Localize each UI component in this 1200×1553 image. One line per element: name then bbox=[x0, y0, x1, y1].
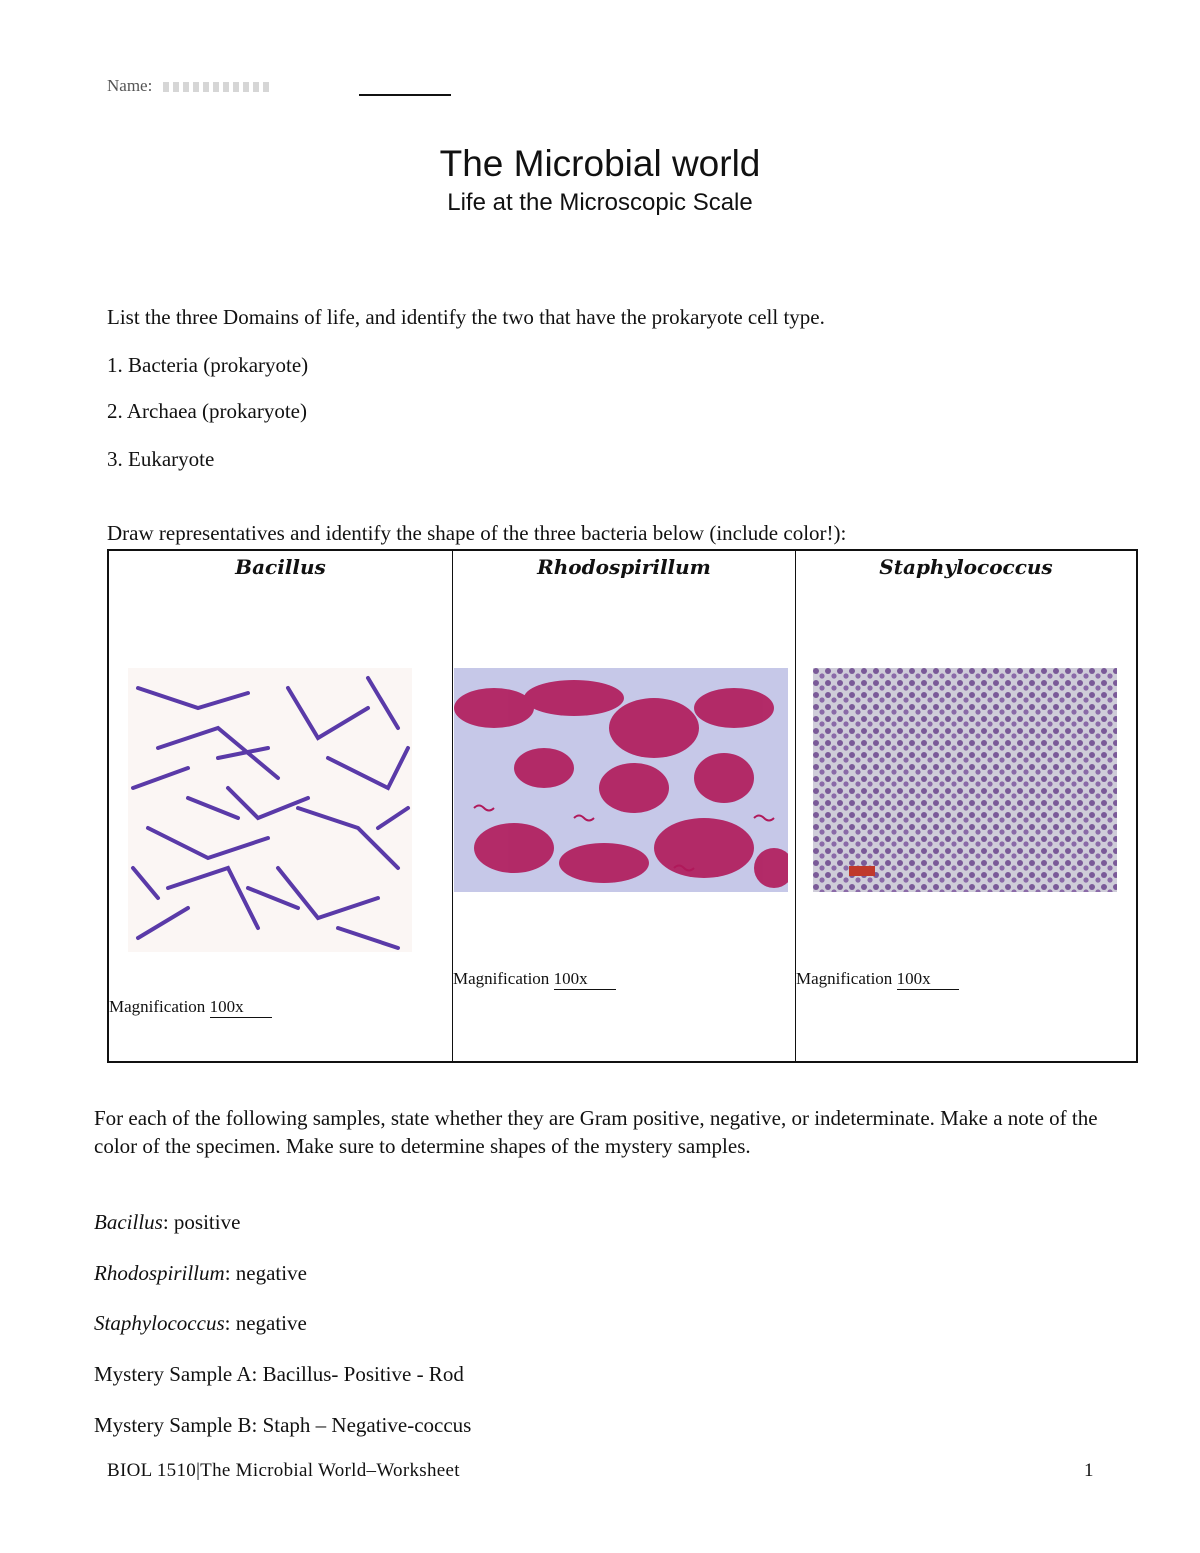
page-title: The Microbial world bbox=[439, 143, 761, 184]
bacillus-cell bbox=[109, 551, 452, 1061]
result-staphylococcus-value: : negative bbox=[224, 1311, 307, 1335]
staphylococcus-magnification bbox=[796, 969, 959, 990]
name-underline bbox=[359, 94, 451, 96]
footer-course: BIOL 1510|The Microbial World–Worksheet bbox=[107, 1460, 460, 1481]
page-number: 1 bbox=[1084, 1460, 1094, 1481]
rhodospirillum-mag-label: Magnification bbox=[453, 969, 550, 988]
domain-item-2: 2. Archaea (prokaryote) bbox=[107, 399, 307, 423]
page-subtitle: Life at the Microscopic Scale bbox=[447, 189, 753, 216]
mystery-sample-b: Mystery Sample B: Staph – Negative-coccus bbox=[94, 1413, 472, 1437]
rhodospirillum-mag-value: 100x bbox=[554, 969, 616, 990]
staphylococcus-mag-label: Magnification bbox=[796, 969, 893, 988]
result-staphylococcus bbox=[94, 1311, 307, 1336]
rhodospirillum-heading: Rhodospirillum bbox=[537, 555, 711, 579]
result-bacillus bbox=[94, 1210, 240, 1235]
bacillus-micrograph bbox=[128, 668, 412, 952]
result-rhodospirillum-name: Rhodospirillum bbox=[94, 1261, 225, 1285]
domain-item-3: 3. Eukaryote bbox=[107, 447, 215, 471]
domain-item-1: 1. Bacteria (prokaryote) bbox=[107, 353, 309, 377]
name-label: Name: bbox=[107, 76, 153, 95]
bacillus-mag-label: Magnification bbox=[109, 997, 206, 1016]
result-bacillus-name: Bacillus bbox=[94, 1210, 163, 1234]
draw-prompt: Draw representatives and identify the shape of the three bacteria below (include color!): bbox=[107, 521, 847, 545]
result-bacillus-value: : positive bbox=[162, 1210, 241, 1234]
result-rhodospirillum-value: : negative bbox=[224, 1261, 307, 1285]
rhodospirillum-micrograph bbox=[454, 668, 788, 892]
redacted-name bbox=[163, 82, 273, 92]
rhodospirillum-magnification bbox=[453, 969, 616, 990]
name-field bbox=[107, 76, 273, 96]
bacteria-table bbox=[107, 549, 1138, 1063]
staphylococcus-cell bbox=[795, 551, 1136, 1061]
staphylococcus-micrograph bbox=[813, 668, 1117, 892]
gram-intro: For each of the following samples, state whether they are Gram positive, negative, or indeterminate. Make a note of the color of the specimen. Make sure to determine shapes of the mystery samples. bbox=[94, 1106, 1098, 1158]
bacillus-mag-value: 100x bbox=[210, 997, 272, 1018]
staphylococcus-mag-value: 100x bbox=[897, 969, 959, 990]
result-rhodospirillum bbox=[94, 1261, 307, 1286]
bacillus-heading: Bacillus bbox=[235, 555, 326, 579]
result-staphylococcus-name: Staphylococcus bbox=[94, 1311, 225, 1335]
staphylococcus-heading: Staphylococcus bbox=[879, 555, 1053, 579]
mystery-sample-a: Mystery Sample A: Bacillus- Positive - Rod bbox=[94, 1362, 464, 1386]
bacillus-magnification bbox=[109, 997, 272, 1018]
domains-prompt: List the three Domains of life, and identify the two that have the prokaryote cell type. bbox=[107, 305, 825, 329]
rhodospirillum-cell bbox=[452, 551, 795, 1061]
